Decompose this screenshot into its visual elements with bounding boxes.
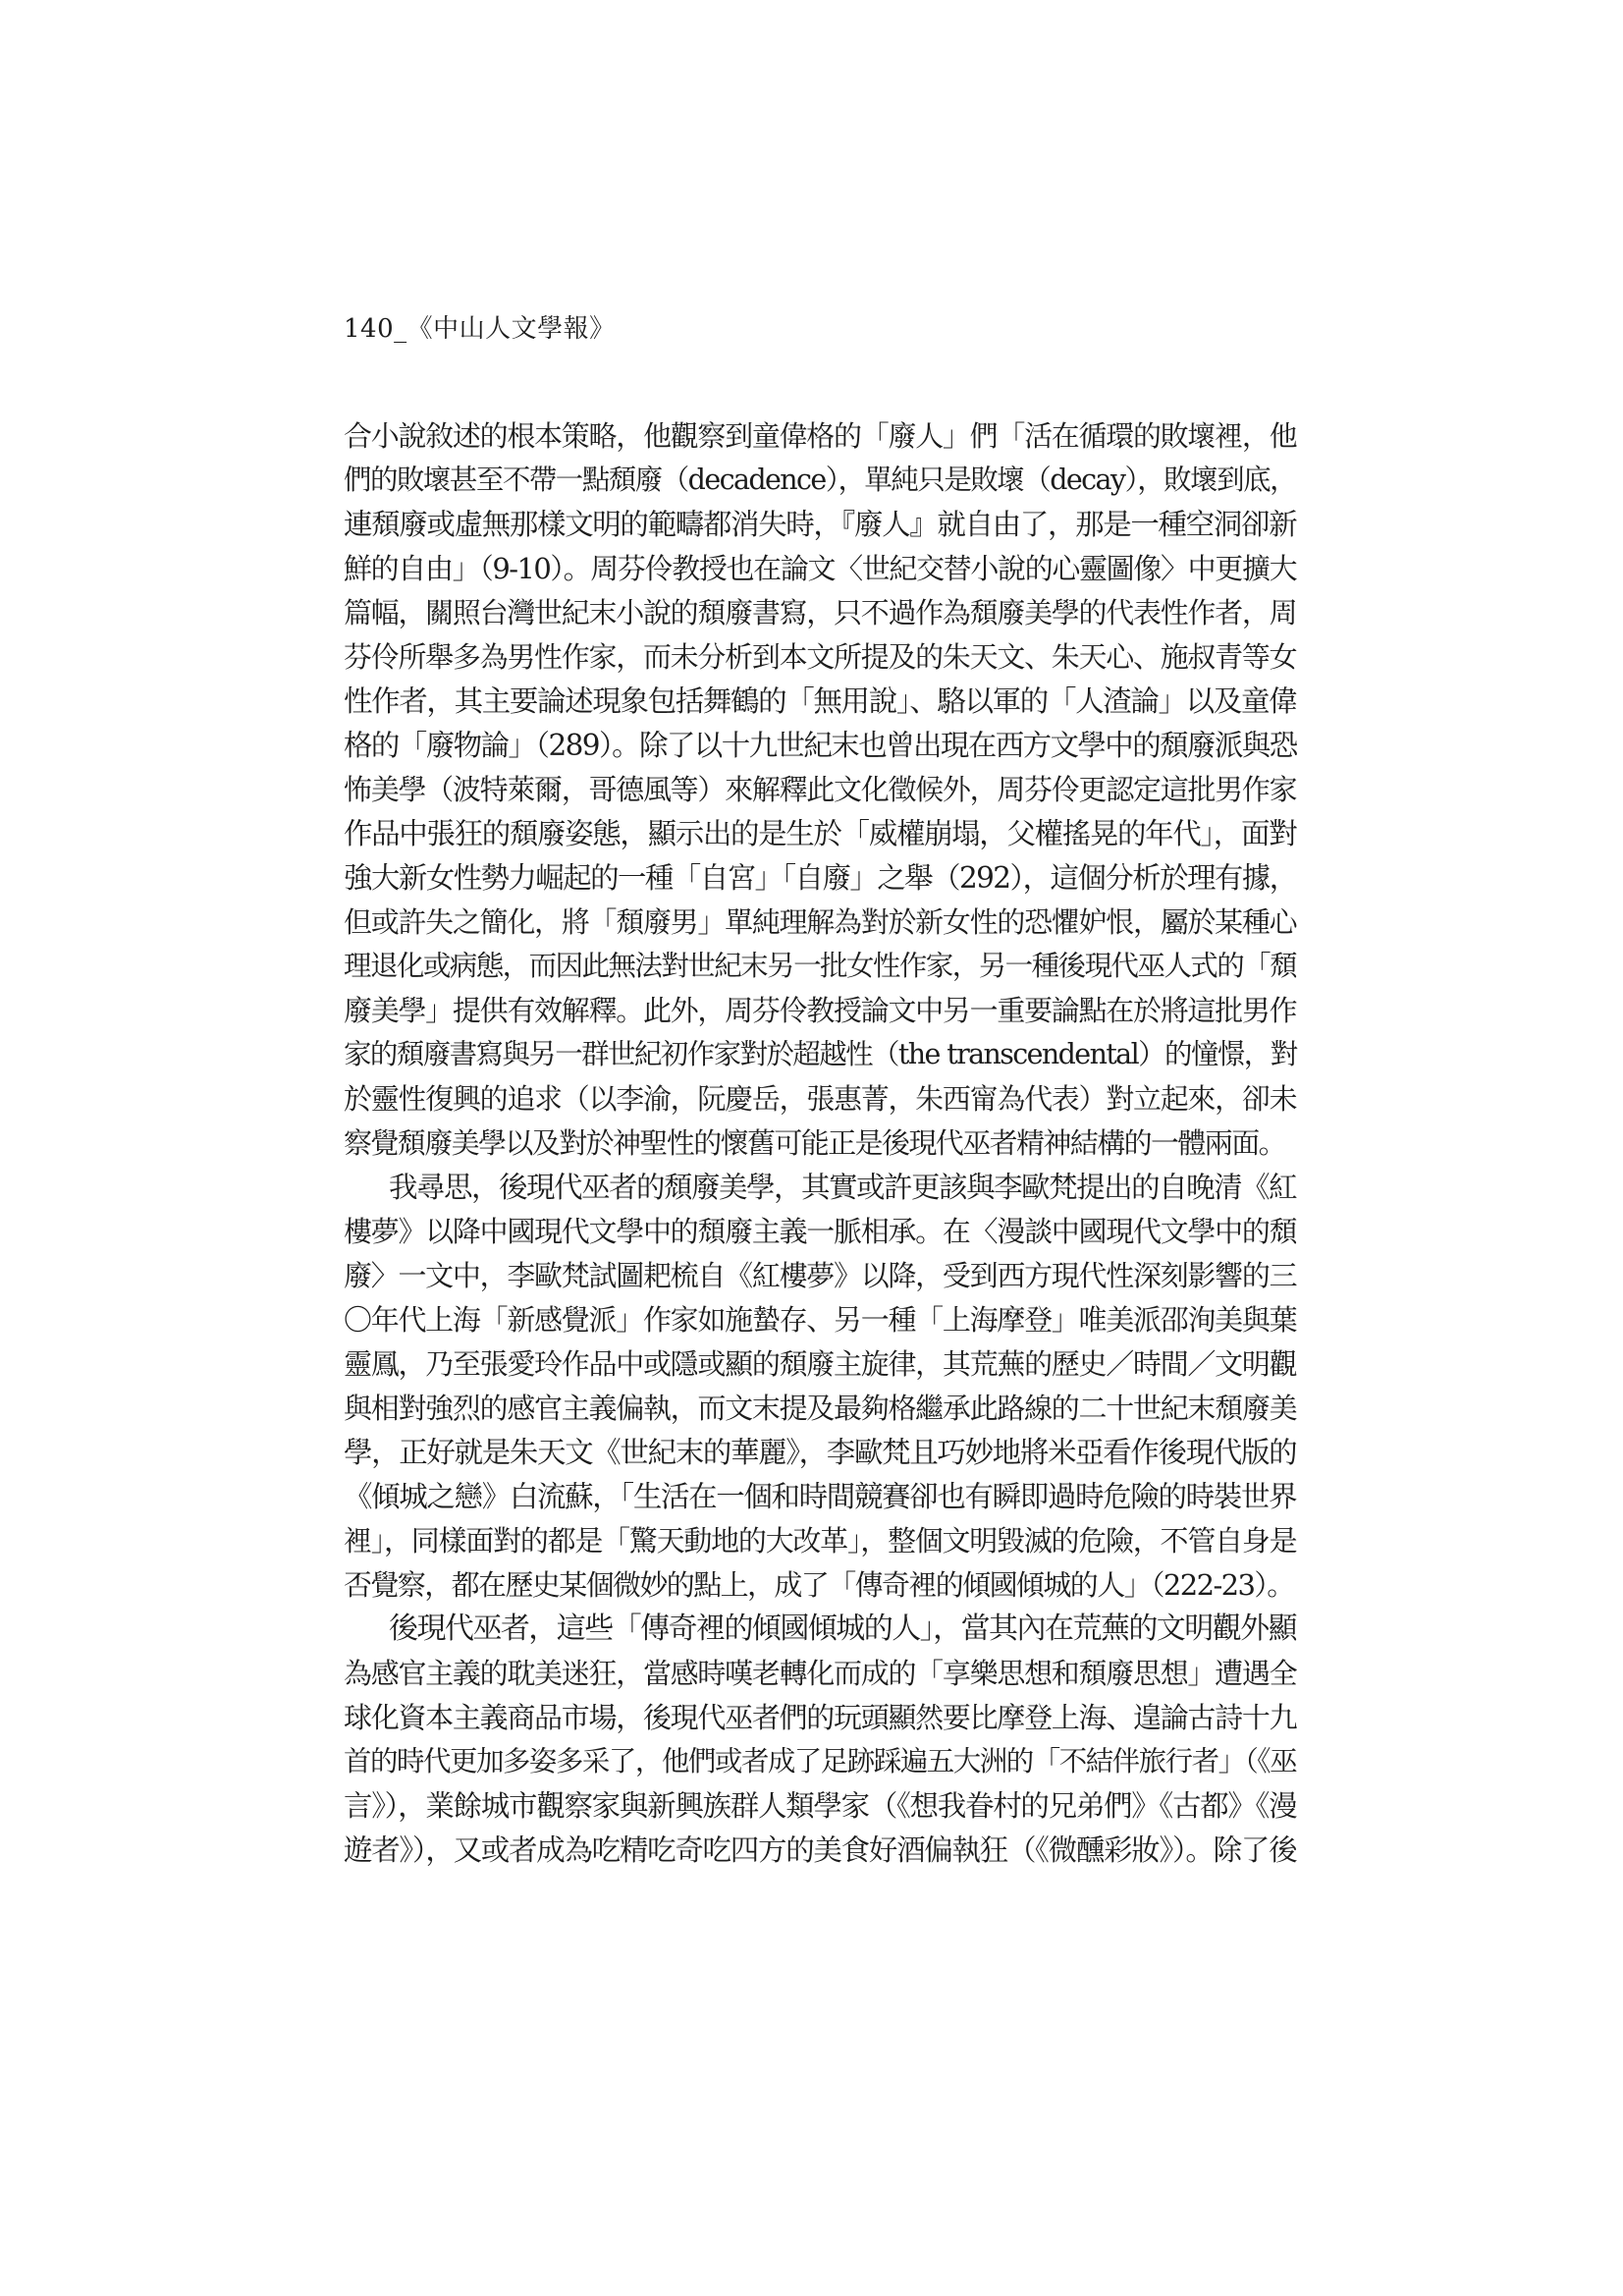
text-line: 遊者》），又或者成為吃精吃奇吃四方的美食好酒偏執狂（《微醺彩妝》）。除了後 <box>344 1833 1296 1867</box>
text-line: 於靈性復興的追求（以李渝，阮慶岳，張惠菁，朱西甯為代表）對立起來，卻未 <box>344 1082 1296 1116</box>
paragraph-first-line: 我尋思，後現代巫者的頹廢美學，其實或許更該與李歐梵提出的自晚清《紅 <box>389 1171 1296 1204</box>
paragraph-first-line: 後現代巫者，這些「傳奇裡的傾國傾城的人」，當其內在荒蕪的文明觀外顯 <box>389 1612 1296 1646</box>
text-line: 廢〉一文中，李歐梵試圖耙梳自《紅樓夢》以降，受到西方現代性深刻影響的三 <box>344 1259 1296 1292</box>
text-line: 們的敗壞甚至不帶一點頹廢（decadence），單純只是敗壞（decay），敗壞到底， <box>344 464 1296 496</box>
text-line: 為感官主義的耽美迷狂，當感時嘆老轉化而成的「享樂思想和頹廢思想」遭遇全 <box>344 1657 1296 1690</box>
text-line: 篇幅，關照台灣世紀末小說的頹廢書寫，只不過作為頹廢美學的代表性作者，周 <box>344 596 1296 629</box>
text-line: 合小說敘述的根本策略，他觀察到童偉格的「廢人」們「活在循環的敗壞裡，他 <box>344 419 1296 453</box>
journal-title: _《中山人文學報》 <box>394 314 616 344</box>
text-line: 芬伶所舉多為男性作家，而未分析到本文所提及的朱天文、朱天心、施叔青等女 <box>344 640 1296 674</box>
text-line: 球化資本主義商品市場，後現代巫者們的玩頭顯然要比摩登上海、遑論古詩十九 <box>344 1701 1296 1734</box>
text-line: 性作者，其主要論述現象包括舞鶴的「無用說」、駱以軍的「人渣論」以及童偉 <box>344 684 1296 718</box>
text-line: 學，正好就是朱天文《世紀末的華麗》，李歐梵且巧妙地將米亞看作後現代版的 <box>344 1436 1296 1469</box>
text-line: 理退化或病態，而因此無法對世紀末另一批女性作家，另一種後現代巫人式的「頹 <box>344 950 1296 982</box>
text-line: 否覺察，都在歷史某個微妙的點上，成了「傳奇裡的傾國傾城的人」（222-23）。 <box>344 1568 1294 1602</box>
text-line: 〇年代上海「新感覺派」作家如施蟄存、另一種「上海摩登」唯美派邵洵美與葉 <box>344 1303 1296 1337</box>
text-line: 靈鳳，乃至張愛玲作品中或隱或顯的頹廢主旋律，其荒蕪的歷史／時間／文明觀 <box>344 1347 1296 1381</box>
text-line: 但或許失之簡化，將「頹廢男」單純理解為對於新女性的恐懼妒恨，屬於某種心 <box>344 905 1296 939</box>
text-line: 裡」，同樣面對的都是「驚天動地的大改革」，整個文明毀滅的危險，不管自身是 <box>344 1524 1296 1558</box>
text-line: 首的時代更加多姿多采了，他們或者成了足跡踩遍五大洲的「不結伴旅行者」（《巫 <box>344 1745 1296 1777</box>
text-line: 廢美學」提供有效解釋。此外，周芬伶教授論文中另一重要論點在於將這批男作 <box>344 994 1296 1027</box>
text-line: 察覺頹廢美學以及對於神聖性的懷舊可能正是後現代巫者精神結構的一體兩面。 <box>344 1126 1286 1160</box>
text-line: 連頹廢或虛無那樣文明的範疇都消失時，『廢人』就自由了，那是一種空洞卻新 <box>344 508 1296 541</box>
text-line: 強大新女性勢力崛起的一種「自宮」「自廢」之舉（292），這個分析於理有據， <box>344 861 1297 895</box>
text-line: 作品中張狂的頹廢姿態，顯示出的是生於「威權崩塌，父權搖晃的年代」，面對 <box>344 817 1296 850</box>
text-line: 家的頹廢書寫與另一群世紀初作家對於超越性（the transcendental）的憧憬，對 <box>344 1038 1297 1070</box>
text-line: 《傾城之戀》白流蘇，「生活在一個和時間競賽卻也有瞬即過時危險的時裝世界 <box>344 1480 1296 1513</box>
text-line: 與相對強烈的感官主義偏執，而文末提及最夠格繼承此路線的二十世紀末頹廢美 <box>344 1392 1296 1425</box>
text-line: 言》），業餘城市觀察家與新興族群人類學家（《想我眷村的兄弟們》《古都》《漫 <box>344 1789 1296 1823</box>
text-line: 樓夢》以降中國現代文學中的頹廢主義一脈相承。在〈漫談中國現代文學中的頹 <box>344 1215 1296 1248</box>
text-line: 怖美學（波特萊爾，哥德風等）來解釋此文化徵候外，周芬伶更認定這批男作家 <box>344 773 1296 806</box>
text-line: 格的「廢物論」（289）。除了以十九世紀末也曾出現在西方文學中的頹廢派與恐 <box>344 729 1297 762</box>
text-line: 鮮的自由」（9-10）。周芬伶教授也在論文〈世紀交替小說的心靈圖像〉中更擴大 <box>344 552 1296 585</box>
page-number: 140 <box>344 314 395 344</box>
running-header <box>344 312 616 346</box>
